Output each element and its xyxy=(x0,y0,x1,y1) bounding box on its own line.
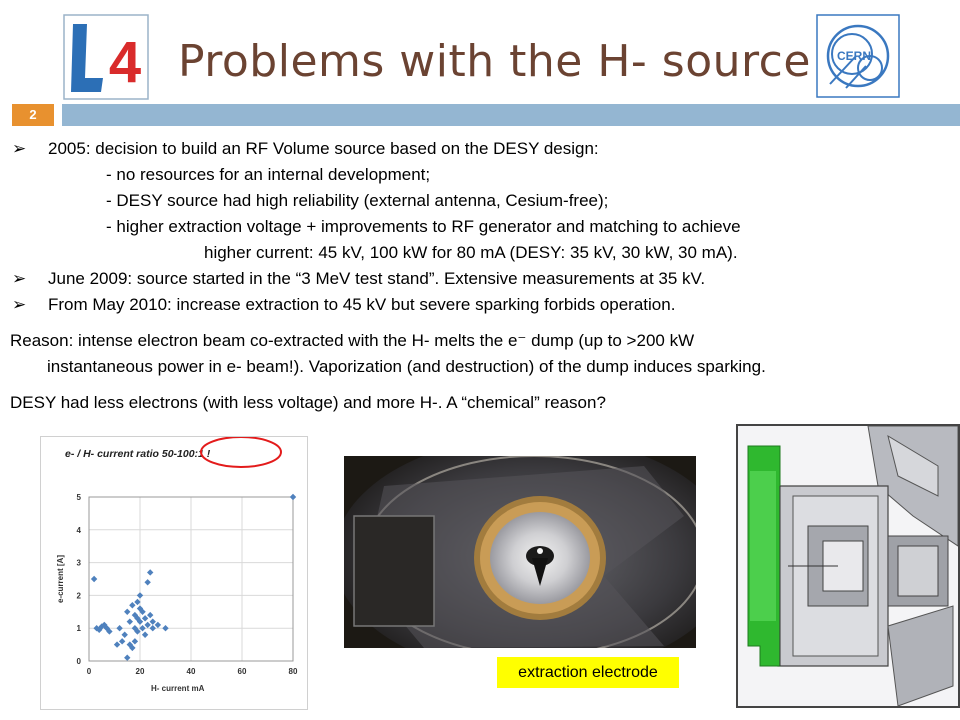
x-tick-label: 0 xyxy=(86,667,92,676)
data-point xyxy=(91,576,97,582)
current-ratio-chart xyxy=(40,436,308,710)
page-title: Problems with the H- source xyxy=(178,36,811,87)
data-point xyxy=(142,615,148,621)
data-point xyxy=(127,618,133,624)
data-point xyxy=(147,612,153,618)
bullet-1 xyxy=(10,136,955,162)
data-point xyxy=(114,641,120,647)
bullet-1-text: 2005: decision to build an RF Volume source based on the DESY design: xyxy=(48,139,599,158)
photo-caption: extraction electrode xyxy=(497,657,679,688)
bullet-3 xyxy=(10,292,955,318)
data-point xyxy=(116,625,122,631)
desy-paragraph: DESY had less electrons (with less voltage) and more H-. A “chemical” reason? xyxy=(10,393,606,412)
electrode-photo-illustration xyxy=(344,456,696,648)
data-point xyxy=(150,625,156,631)
x-tick-label: 20 xyxy=(135,667,145,676)
data-point xyxy=(124,655,130,661)
chart-title: e- / H- current ratio 50-100:1 ! xyxy=(65,448,211,460)
y-tick-label: 4 xyxy=(76,525,81,535)
bullet-3-text: From May 2010: increase extraction to 45 kV but severe sparking forbids operation. xyxy=(48,295,676,314)
x-axis-label: H- current mA xyxy=(151,684,205,693)
slide-number: 2 xyxy=(12,104,54,126)
data-point xyxy=(132,638,138,644)
data-point xyxy=(119,638,125,644)
sub-item-3: - higher extraction voltage + improvements to RF generator and matching to achieve xyxy=(106,217,741,236)
bullet-2 xyxy=(10,266,955,292)
cern-logo xyxy=(816,14,900,98)
x-tick-label: 40 xyxy=(186,667,196,676)
sub-item-1: - no resources for an internal development; xyxy=(106,165,431,184)
sub-item-2: - DESY source had high reliability (external antenna, Cesium-free); xyxy=(106,191,609,210)
data-point xyxy=(290,494,296,500)
reason-line-2: instantaneous power in e- beam!). Vaporization (and destruction) of the dump induces sparking. xyxy=(47,357,766,376)
bullet-2-text: June 2009: source started in the “3 MeV test stand”. Extensive measurements at 35 kV. xyxy=(48,269,706,288)
data-point xyxy=(155,622,161,628)
data-point xyxy=(122,632,128,638)
y-tick-label: 0 xyxy=(76,657,81,666)
header-bar xyxy=(62,104,960,126)
l4-logo xyxy=(63,14,149,100)
sub-item-3-continuation: higher current: 45 kV, 100 kW for 80 mA (DESY: 35 kV, 30 kW, 30 mA). xyxy=(204,243,738,262)
l4-logo-number: 4 xyxy=(108,30,142,95)
source-cad-drawing xyxy=(736,424,960,708)
data-point xyxy=(124,609,130,615)
highlight-circle xyxy=(201,437,281,467)
data-point xyxy=(162,625,168,631)
y-tick-label: 1 xyxy=(76,624,81,634)
y-tick-label: 2 xyxy=(76,591,81,601)
data-point xyxy=(142,632,148,638)
reason-paragraph xyxy=(10,328,955,380)
data-point xyxy=(137,592,143,598)
x-tick-label: 80 xyxy=(288,667,298,676)
data-point xyxy=(150,618,156,624)
reason-line-1: Reason: intense electron beam co-extracted with the H- melts the e⁻ dump (up to >200 kW xyxy=(10,331,695,350)
y-axis-label: e-current [A] xyxy=(56,554,65,604)
data-point xyxy=(129,602,135,608)
electrode-photo xyxy=(344,456,696,648)
arrow-bullet-icon: ➢ xyxy=(12,295,27,314)
y-tick-label: 5 xyxy=(76,493,81,502)
arrow-bullet-icon: ➢ xyxy=(12,139,27,158)
data-point xyxy=(144,579,150,585)
chart-svg xyxy=(41,437,307,709)
data-point xyxy=(144,622,150,628)
x-tick-label: 60 xyxy=(237,667,247,676)
data-point xyxy=(147,569,153,575)
cern-logo-text: CERN xyxy=(836,49,872,63)
arrow-bullet-icon: ➢ xyxy=(12,269,27,288)
cad-drawing-illustration xyxy=(738,426,958,706)
y-tick-label: 3 xyxy=(76,558,81,568)
slide-body xyxy=(10,136,955,416)
